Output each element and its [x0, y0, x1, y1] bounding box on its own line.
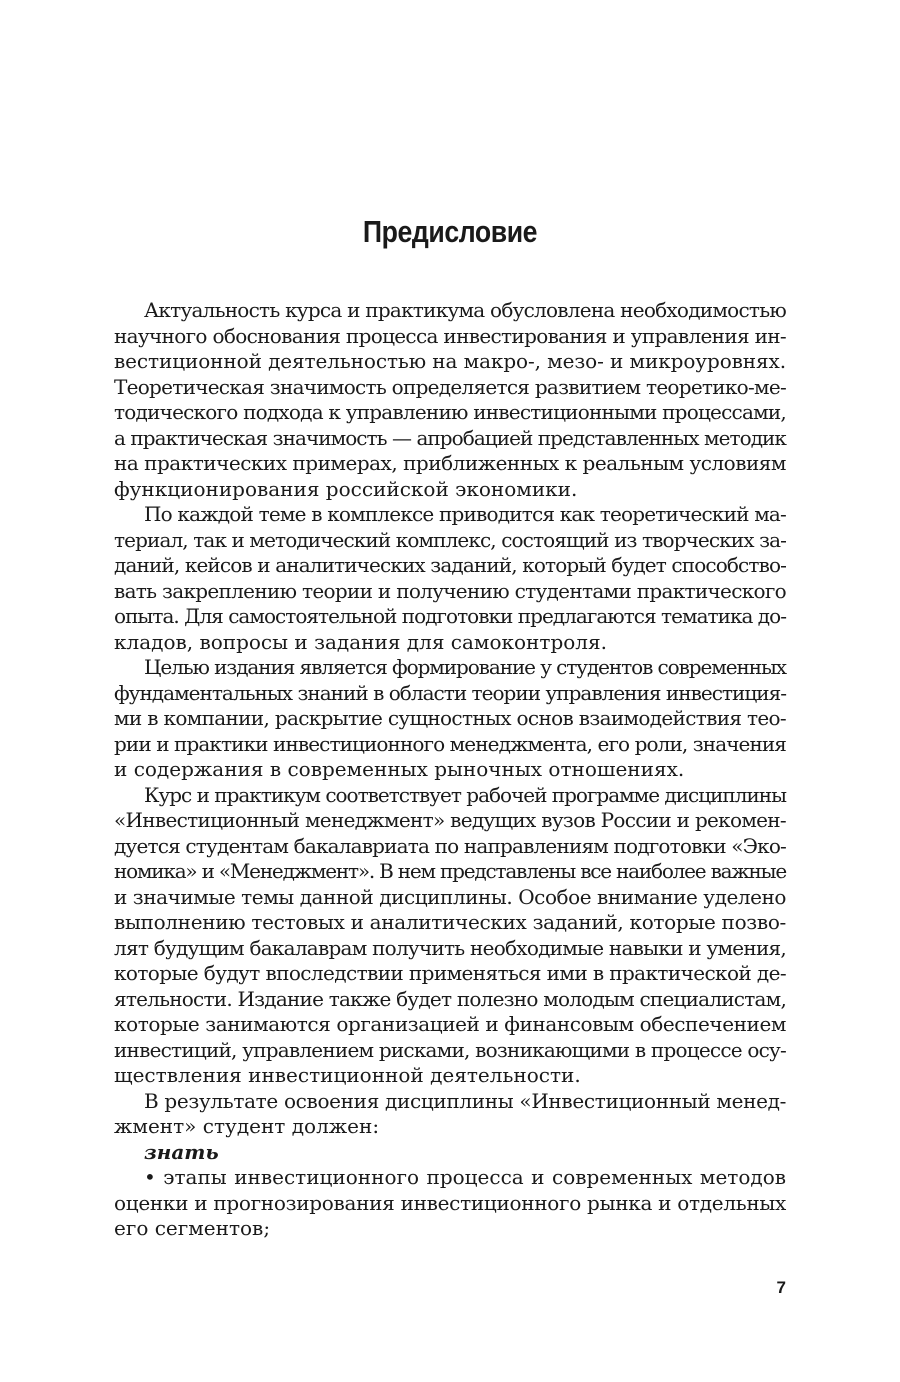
text-line: его сегментов; — [114, 1216, 271, 1240]
text-line: выполнению тестовых и аналитических заданий, которые позво- — [114, 910, 786, 934]
text-line: По каждой теме в комплексе приводится как теоретический ма- — [144, 502, 786, 526]
text-line: лят будущим бакалаврам получить необходимые навыки и умения, — [114, 935, 786, 960]
text-line: функционирования российской экономики. — [114, 476, 578, 501]
text-line: которые занимаются организацией и финансовым обеспечением — [114, 1012, 787, 1036]
text-line: ятельности. Издание также будет полезно молодым специалистам, — [114, 986, 787, 1011]
text-line: Целью издания является формирование у студентов современных — [144, 655, 786, 679]
text-line: Актуальность курса и практикума обусловлена необходимостью — [144, 298, 786, 322]
text-line: В результате освоения дисциплины «Инвестиционный менед- — [144, 1088, 787, 1113]
know-heading: знать — [144, 1139, 219, 1164]
text-line: ми в компании, раскрытие сущностных основ взаимодействия тео- — [114, 706, 787, 730]
text-line: тодического подхода к управлению инвестиционными процессами, — [114, 400, 786, 424]
text-line: научного обоснования процесса инвестирования и управления ин- — [114, 323, 787, 348]
text-line: жмент» студент должен: — [114, 1114, 380, 1138]
text-line: инвестиций, управлением рисками, возникающими в процессе осу- — [114, 1037, 787, 1062]
page-title: Предисловие — [362, 214, 538, 249]
text-line: вестиционной деятельностью на макро-, мезо- и микроуровнях. — [114, 349, 787, 373]
text-line: ществления инвестиционной деятельности. — [114, 1063, 581, 1087]
text-line: териал, так и методический комплекс, состоящий из творческих за- — [114, 527, 786, 552]
text-line: вать закреплению теории и получению студентами практического — [114, 578, 786, 603]
text-line: «Инвестиционный менеджмент» ведущих вузов России и рекомен- — [114, 808, 786, 832]
text-line: кладов, вопросы и задания для самоконтроля. — [114, 629, 607, 654]
text-line: и содержания в современных рыночных отношениях. — [114, 757, 685, 781]
text-line: номика» и «Менеджмент». В нем представлены все наиболее важные — [114, 859, 786, 883]
text-line: Теоретическая значимость определяется развитием теоретико-ме- — [114, 374, 786, 399]
text-line: дуется студентам бакалавриата по направлениям подготовки «Эко- — [114, 833, 786, 858]
text-line: фундаментальных знаний в области теории управления инвестиция- — [114, 680, 786, 705]
page-number: 7 — [776, 1278, 786, 1297]
text-line: на практических примерах, приближенных к реальным условиям — [114, 451, 786, 475]
text-line: и значимые темы данной дисциплины. Особое внимание уделено — [114, 884, 786, 909]
text-line: даний, кейсов и аналитических заданий, который будет способство- — [114, 553, 787, 577]
text-line: рии и практики инвестиционного менеджмента, его роли, значения — [114, 731, 787, 756]
bullet-line: • этапы инвестиционного процесса и современных методов — [144, 1165, 786, 1189]
text-line: которые будут впоследствии применяться ими в практической де- — [114, 961, 786, 985]
text-line: а практическая значимость — апробацией представленных методик — [114, 425, 786, 450]
preface-body — [114, 298, 786, 1242]
text-line: оценки и прогнозирования инвестиционного рынка и отдельных — [114, 1190, 786, 1215]
text-line: Курс и практикум соответствует рабочей программе дисциплины — [144, 782, 786, 807]
text-line: опыта. Для самостоятельной подготовки предлагаются тематика до- — [114, 604, 786, 628]
